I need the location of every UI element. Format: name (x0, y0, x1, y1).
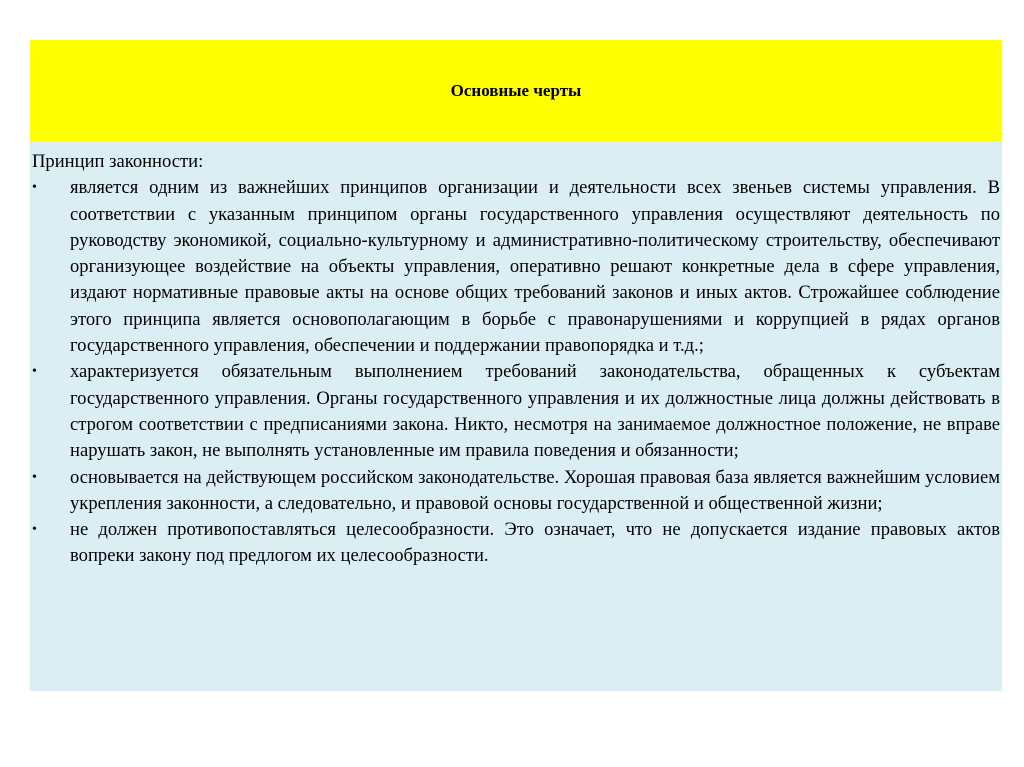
intro-text: Принцип законности: (32, 151, 204, 172)
table-header-cell (30, 40, 1002, 141)
table-body-cell (30, 141, 1002, 691)
bullet-icon: • (32, 364, 37, 380)
list-item-text: характеризуется обязательным выполнением требований законодательства, обращенных к субъектам государственного управления. Органы государственного управления и их должностные лица должны действовать в строгом соответствии с предписаниями закона. Никто, несмотря на занимаемое должностное положение, не вправе нарушать закон, не выполнять установленные им правила поведения и обязанности; (70, 361, 1000, 462)
bullet-icon: • (32, 522, 37, 538)
list-item-text: основывается на действующем российском законодательстве. Хорошая правовая база является важнейшим условием укрепления законности, а следовательно, и правовой основы государственной и общественной жизни; (70, 466, 1000, 514)
list-item (32, 359, 1000, 464)
bullet-icon: • (32, 180, 37, 196)
list-item-text: не должен противопоставляться целесообразности. Это означает, что не допускается издание правовых актов вопреки закону под предлогом их целесообразности. (70, 519, 1000, 567)
bullet-list (32, 175, 1000, 569)
list-item-text: является одним из важнейших принципов организации и деятельности всех звеньев системы управления. В соответствии с указанным принципом органы государственного управления осуществляют деятельность по руководству экономикой, социально-культурному и административно-политическому строительству, обеспечивают организующее воздействие на объекты управления, оперативно решают конкретные дела в сфере управления, издают нормативные правовые акты на основе общих требований законов и иных актов. Строжайшее соблюдение этого принципа является основополагающим в борьбе с правонарушениями и коррупцией в рядах органов государственного управления, обеспечении и поддержании правопорядка и т.д.; (70, 177, 1000, 357)
list-item (32, 465, 1000, 518)
list-item (32, 517, 1000, 570)
table-header-title: Основные черты (450, 80, 582, 100)
list-item (32, 175, 1000, 359)
content-table (30, 40, 1002, 691)
bullet-icon: • (32, 469, 37, 485)
